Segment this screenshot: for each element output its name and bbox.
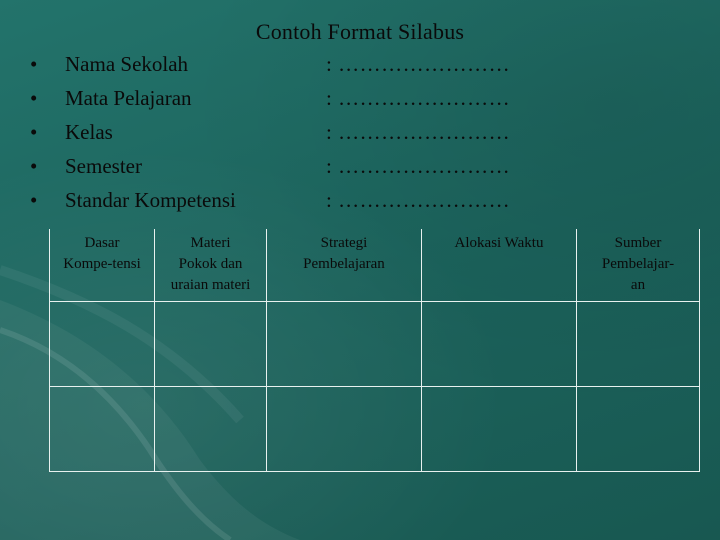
field-value: : …………………… (326, 86, 511, 110)
table-cell (267, 386, 422, 471)
table-header-row (50, 229, 700, 301)
table-cell (50, 301, 155, 386)
header-kompetensi-dasar: Dasar Kompe-tensi (50, 229, 155, 301)
field-label: Mata Pelajaran (65, 86, 192, 110)
table-cell (577, 386, 700, 471)
field-kelas (30, 115, 690, 149)
header-sumber-pembelajaran: Sumber Pembelajar- an (577, 229, 700, 301)
field-value: : …………………… (326, 154, 511, 178)
field-semester (30, 149, 690, 183)
field-label: Nama Sekolah (65, 52, 189, 76)
header-alokasi-waktu: Alokasi Waktu (422, 229, 577, 301)
bullet: • (30, 120, 38, 144)
table-cell (50, 386, 155, 471)
table-cell (577, 301, 700, 386)
field-value: : …………………… (326, 120, 511, 144)
syllabus-table (49, 229, 700, 472)
bullet: • (30, 154, 38, 178)
field-label: Standar Kompetensi (65, 188, 236, 212)
table-cell (155, 386, 267, 471)
table-cell (155, 301, 267, 386)
field-value: : …………………… (326, 188, 511, 212)
header-strategi-pembelajaran: Strategi Pembelajaran (267, 229, 422, 301)
header-materi-pokok: Materi Pokok dan uraian materi (155, 229, 267, 301)
bullet: • (30, 86, 38, 110)
field-mata-pelajaran (30, 81, 690, 115)
table-row (50, 301, 700, 386)
syllabus-fields (30, 47, 690, 217)
field-nama-sekolah (30, 47, 690, 81)
field-label: Kelas (65, 120, 113, 144)
table-cell (422, 301, 577, 386)
page-title: Contoh Format Silabus (255, 19, 465, 44)
table-row (50, 386, 700, 471)
bullet: • (30, 188, 38, 212)
bullet: • (30, 52, 38, 76)
table-cell (422, 386, 577, 471)
field-value: : …………………… (326, 52, 511, 76)
field-label: Semester (65, 154, 142, 178)
field-standar-kompetensi (30, 183, 690, 217)
table-cell (267, 301, 422, 386)
